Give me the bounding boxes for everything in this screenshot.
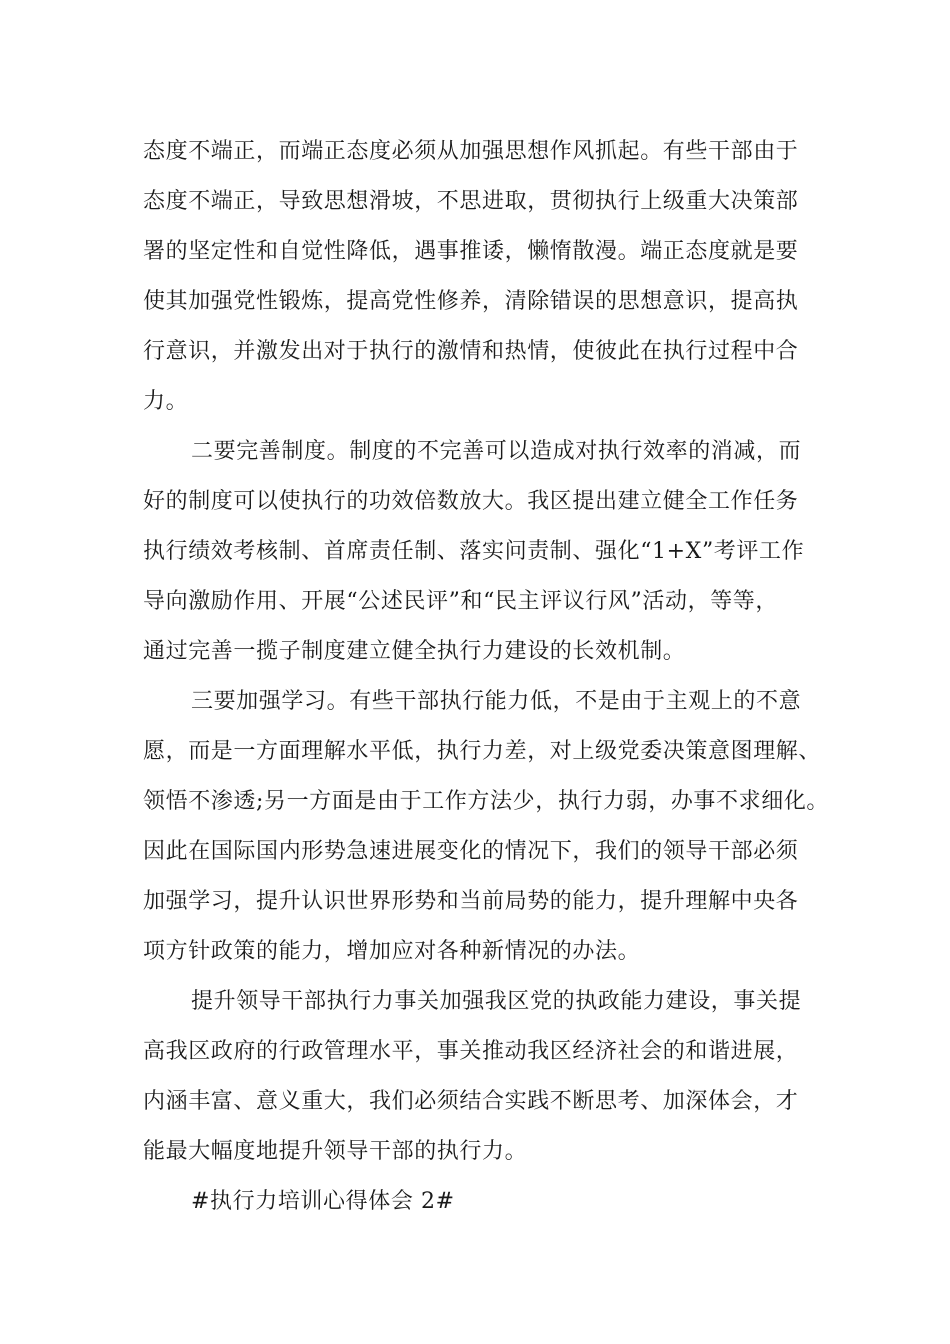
paragraph-line: 加强学习，提升认识世界形势和当前局势的能力，提升理解中央各: [143, 889, 799, 914]
paragraph-line: 使其加强党性锻炼，提高党性修养，清除错误的思想意识，提高执: [143, 289, 799, 314]
paragraph-line: 态度不端正，而端正态度必须从加强思想作风抓起。有些干部由于: [143, 139, 799, 164]
paragraph-line: 署的坚定性和自觉性降低，遇事推诿，懒惰散漫。端正态度就是要: [143, 239, 799, 264]
paragraph-line: 内涵丰富、意义重大，我们必须结合实践不断思考、加深体会，才: [143, 1089, 799, 1114]
paragraph-line: 通过完善一揽子制度建立健全执行力建设的长效机制。: [143, 639, 686, 664]
paragraph-line: 二要完善制度。制度的不完善可以造成对执行效率的消减，而: [191, 439, 802, 464]
document-body: [143, 127, 830, 1227]
paragraph-line: 行意识，并激发出对于执行的激情和热情，使彼此在执行过程中合: [143, 339, 799, 364]
paragraph-line: 导向激励作用、开展“公述民评”和“民主评议行风”活动，等等，: [143, 589, 778, 614]
paragraph-line: 高我区政府的行政管理水平，事关推动我区经济社会的和谐进展，: [143, 1039, 799, 1064]
paragraph-line: 态度不端正，导致思想滑坡，不思进取，贯彻执行上级重大决策部: [143, 189, 799, 214]
paragraph-line: 领悟不渗透;另一方面是由于工作方法少，执行力弱，办事不求细化。: [143, 789, 830, 814]
section-heading: #执行力培训心得体会 2#: [191, 1189, 455, 1214]
paragraph-line: 提升领导干部执行力事关加强我区党的执政能力建设，事关提: [191, 989, 802, 1014]
paragraph-line: 因此在国际国内形势急速进展变化的情况下，我们的领导干部必须: [143, 839, 799, 864]
paragraph-line: 力。: [143, 389, 189, 414]
paragraph-line: 执行绩效考核制、首席责任制、落实问责制、强化“1+X”考评工作: [143, 539, 805, 564]
paragraph-line: 好的制度可以使执行的功效倍数放大。我区提出建立健全工作任务: [143, 489, 799, 514]
paragraph-line: 愿，而是一方面理解水平低，执行力差，对上级党委决策意图理解、: [143, 739, 822, 764]
paragraph-line: 能最大幅度地提升领导干部的执行力。: [143, 1139, 528, 1164]
paragraph-line: 三要加强学习。有些干部执行能力低，不是由于主观上的不意: [191, 689, 802, 714]
paragraph-line: 项方针政策的能力，增加应对各种新情况的办法。: [143, 939, 641, 964]
